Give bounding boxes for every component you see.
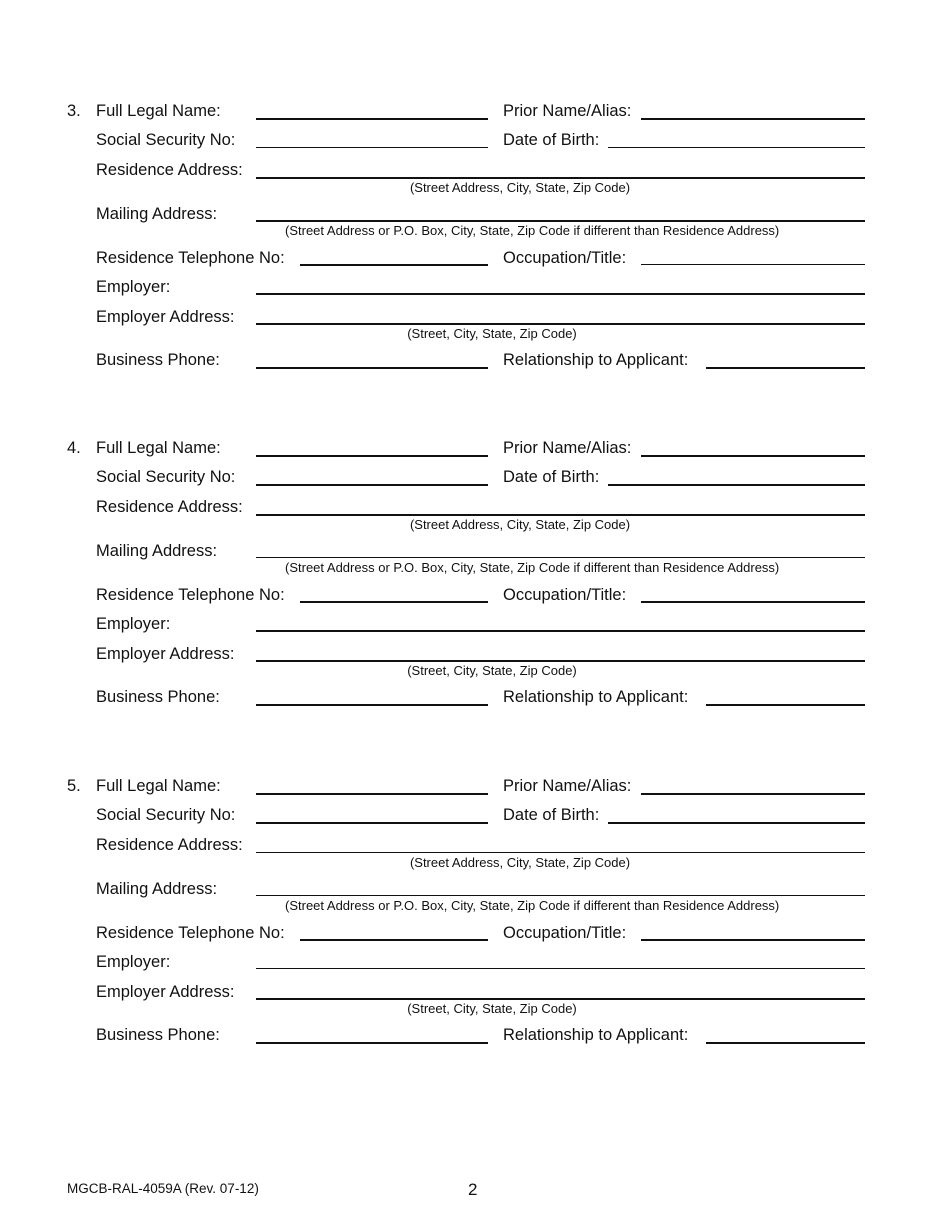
ssn-label: Social Security No: bbox=[96, 468, 236, 486]
prior-name-field[interactable] bbox=[641, 793, 865, 795]
business-phone-label: Business Phone: bbox=[96, 351, 220, 369]
employer-address-label: Employer Address: bbox=[96, 308, 235, 326]
employer-address-caption: (Street, City, State, Zip Code) bbox=[407, 1001, 577, 1016]
ssn-field[interactable] bbox=[256, 822, 488, 824]
employer-address-field[interactable] bbox=[256, 998, 865, 1000]
occupation-label: Occupation/Title: bbox=[503, 586, 627, 604]
occupation-field[interactable] bbox=[641, 939, 865, 941]
dob-label: Date of Birth: bbox=[503, 131, 600, 149]
employer-field[interactable] bbox=[256, 293, 865, 295]
business-phone-label: Business Phone: bbox=[96, 1026, 220, 1044]
person-section-3 bbox=[0, 0, 950, 369]
person-section-5 bbox=[0, 675, 950, 1044]
residence-address-caption: (Street Address, City, State, Zip Code) bbox=[409, 517, 631, 532]
employer-address-label: Employer Address: bbox=[96, 983, 235, 1001]
employer-address-caption: (Street, City, State, Zip Code) bbox=[407, 663, 577, 678]
residence-address-label: Residence Address: bbox=[96, 498, 243, 516]
dob-field[interactable] bbox=[608, 822, 865, 824]
relationship-label: Relationship to Applicant: bbox=[503, 688, 689, 706]
full-legal-name-label: Full Legal Name: bbox=[96, 102, 221, 120]
residence-address-caption: (Street Address, City, State, Zip Code) bbox=[409, 180, 631, 195]
employer-field[interactable] bbox=[256, 630, 865, 632]
relationship-field[interactable] bbox=[706, 1042, 865, 1044]
mailing-address-caption: (Street Address or P.O. Box, City, State, Zip Code if different than Residence Address) bbox=[285, 223, 780, 238]
relationship-label: Relationship to Applicant: bbox=[503, 351, 689, 369]
residence-address-label: Residence Address: bbox=[96, 161, 243, 179]
full-legal-name-field[interactable] bbox=[256, 118, 488, 120]
mailing-address-field[interactable] bbox=[256, 557, 865, 558]
residence-phone-field[interactable] bbox=[300, 601, 488, 603]
full-legal-name-field[interactable] bbox=[256, 455, 488, 457]
mailing-address-label: Mailing Address: bbox=[96, 880, 218, 898]
ssn-field[interactable] bbox=[256, 484, 488, 486]
residence-phone-field[interactable] bbox=[300, 264, 488, 266]
residence-address-label: Residence Address: bbox=[96, 836, 243, 854]
section-number: 4. bbox=[67, 439, 81, 457]
dob-field[interactable] bbox=[608, 484, 865, 486]
dob-label: Date of Birth: bbox=[503, 468, 600, 486]
occupation-label: Occupation/Title: bbox=[503, 249, 627, 267]
residence-address-caption: (Street Address, City, State, Zip Code) bbox=[409, 855, 631, 870]
employer-address-field[interactable] bbox=[256, 660, 865, 662]
prior-name-label: Prior Name/Alias: bbox=[503, 102, 632, 120]
residence-phone-label: Residence Telephone No: bbox=[96, 924, 285, 942]
occupation-field[interactable] bbox=[641, 601, 865, 603]
section-number: 3. bbox=[67, 102, 81, 120]
mailing-address-label: Mailing Address: bbox=[96, 205, 218, 223]
business-phone-label: Business Phone: bbox=[96, 688, 220, 706]
section-number: 5. bbox=[67, 777, 81, 795]
occupation-field[interactable] bbox=[641, 264, 865, 265]
relationship-label: Relationship to Applicant: bbox=[503, 1026, 689, 1044]
residence-address-field[interactable] bbox=[256, 177, 865, 179]
employer-label: Employer: bbox=[96, 615, 171, 633]
employer-label: Employer: bbox=[96, 278, 171, 296]
ssn-label: Social Security No: bbox=[96, 131, 236, 149]
dob-label: Date of Birth: bbox=[503, 806, 600, 824]
mailing-address-label: Mailing Address: bbox=[96, 542, 218, 560]
residence-address-field[interactable] bbox=[256, 852, 865, 853]
employer-address-label: Employer Address: bbox=[96, 645, 235, 663]
page-number: 2 bbox=[468, 1180, 478, 1199]
employer-label: Employer: bbox=[96, 953, 171, 971]
employer-address-caption: (Street, City, State, Zip Code) bbox=[407, 326, 577, 341]
prior-name-field[interactable] bbox=[641, 455, 865, 457]
mailing-address-caption: (Street Address or P.O. Box, City, State, Zip Code if different than Residence Address) bbox=[285, 560, 780, 575]
mailing-address-field[interactable] bbox=[256, 895, 865, 896]
prior-name-label: Prior Name/Alias: bbox=[503, 777, 632, 795]
employer-address-field[interactable] bbox=[256, 323, 865, 325]
form-code: MGCB-RAL-4059A (Rev. 07-12) bbox=[67, 1181, 259, 1196]
mailing-address-caption: (Street Address or P.O. Box, City, State, Zip Code if different than Residence Address) bbox=[285, 898, 780, 913]
full-legal-name-label: Full Legal Name: bbox=[96, 777, 221, 795]
prior-name-label: Prior Name/Alias: bbox=[503, 439, 632, 457]
full-legal-name-label: Full Legal Name: bbox=[96, 439, 221, 457]
ssn-field[interactable] bbox=[256, 147, 488, 148]
business-phone-field[interactable] bbox=[256, 1042, 488, 1044]
person-section-4 bbox=[0, 337, 950, 706]
residence-phone-label: Residence Telephone No: bbox=[96, 586, 285, 604]
employer-field[interactable] bbox=[256, 968, 865, 969]
full-legal-name-field[interactable] bbox=[256, 793, 488, 795]
residence-phone-label: Residence Telephone No: bbox=[96, 249, 285, 267]
occupation-label: Occupation/Title: bbox=[503, 924, 627, 942]
dob-field[interactable] bbox=[608, 147, 865, 148]
prior-name-field[interactable] bbox=[641, 118, 865, 120]
ssn-label: Social Security No: bbox=[96, 806, 236, 824]
residence-address-field[interactable] bbox=[256, 514, 865, 516]
residence-phone-field[interactable] bbox=[300, 939, 488, 941]
mailing-address-field[interactable] bbox=[256, 220, 865, 222]
